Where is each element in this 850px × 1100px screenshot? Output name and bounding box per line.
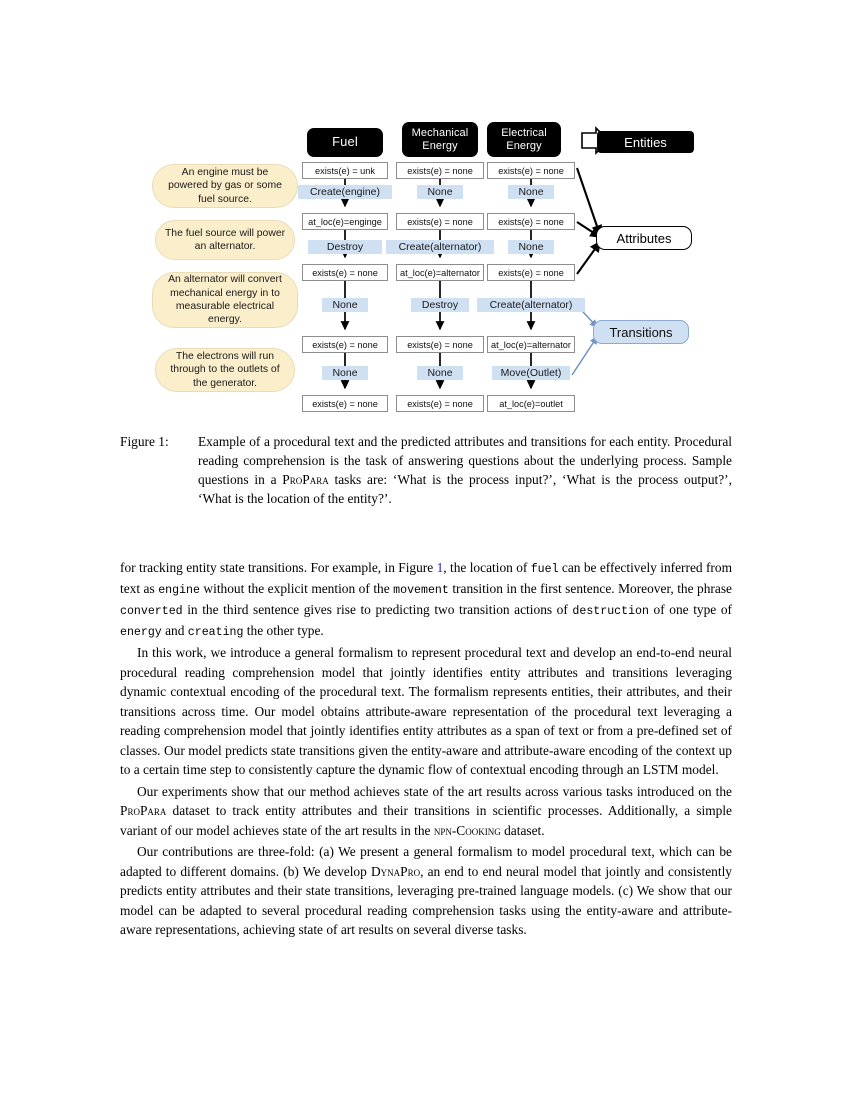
legend-transitions xyxy=(593,320,689,344)
state-text: exists(e) = none xyxy=(407,398,473,409)
state-box xyxy=(302,213,388,230)
sentence-text: An alternator will convert mechanical energy in to measurable electrical energy. xyxy=(168,274,282,326)
state-text: exists(e) = none xyxy=(498,165,564,176)
p1-seg4: without the explicit mention of the xyxy=(199,580,394,596)
state-box xyxy=(396,336,484,353)
state-text: exists(e) = none xyxy=(312,267,378,278)
state-box xyxy=(396,213,484,230)
state-box xyxy=(396,264,484,281)
transition-label xyxy=(417,366,463,380)
transition-label xyxy=(508,240,554,254)
entity-header-electrical-energy xyxy=(487,122,561,157)
state-box xyxy=(302,336,388,353)
figure-caption xyxy=(120,432,732,509)
p1-seg3: can be effectively inferred from text as xyxy=(120,560,732,596)
p3-seg3: dataset. xyxy=(500,822,545,838)
figure-reference-link[interactable]: 1 xyxy=(436,560,444,575)
paragraph-4 xyxy=(120,842,732,940)
transition-text: None xyxy=(332,299,358,311)
transition-text: Create(alternator) xyxy=(398,241,482,253)
transition-label xyxy=(322,298,368,312)
entity-label: Mechanical Energy xyxy=(411,127,469,152)
caption-body: Example of a procedural text and the predicted attributes and transitions for each entity. Procedural reading comprehension is the task of answering questions about the underlying process. Sample questions in a ProPara tasks are: ‘What is the process input?’, ‘What is the process output?’, ‘What is the location of the entity?’. xyxy=(198,434,732,507)
transition-text: None xyxy=(518,186,544,198)
figure-connectors xyxy=(0,0,850,420)
state-text: exists(e) = none xyxy=(312,339,378,350)
figure-1 xyxy=(0,0,850,420)
transition-label xyxy=(308,240,382,254)
body-text xyxy=(120,558,732,940)
legend-label: Entities xyxy=(624,134,667,150)
propara-mention: ProPara xyxy=(120,803,167,819)
transition-label xyxy=(492,366,570,380)
state-box xyxy=(396,162,484,179)
legend-label: Transitions xyxy=(609,324,673,340)
transition-label xyxy=(411,298,469,312)
entity-header-fuel xyxy=(307,128,383,157)
paragraph-2: In this work, we introduce a general formalism to represent procedural text and develop an end-to-end neural procedural reading comprehension model that jointly identifies entity attributes and transitions leveraging dynamic contextual encoding of the procedural text. The formalism represents entities, their attributes, and their transitions across time. Our model obtains attribute-aware representation of the procedural text leveraging a reading comprehension model that jointly identifies entity attributes as a span of text or from a pre-defined set of classes. Our model predicts state transitions given the entity-aware and attribute-aware encoding of the context up to a certain time step to consistently capture the dynamic flow of contextual encoding through an LSTM model. xyxy=(120,645,732,778)
paragraph-3 xyxy=(120,782,732,841)
sentence-bubble-3 xyxy=(152,272,298,328)
state-box xyxy=(487,395,575,412)
legend-entities xyxy=(597,131,694,153)
state-text: exists(e) = none xyxy=(407,339,473,350)
state-box xyxy=(302,162,388,179)
transition-text: Create(alternator) xyxy=(489,299,573,311)
transition-text: Destroy xyxy=(326,241,364,253)
p1-seg7: of one type of xyxy=(648,601,732,617)
state-text: at_loc(e)=alternator xyxy=(491,339,571,350)
p3-seg2: dataset to track entity attributes and their transitions in scientific processes. Additionally, a simple variant of our model achieves state of the art results in the xyxy=(120,803,732,838)
p3-seg1: Our experiments show that our method achieves state of the art results across various tasks introduced on the xyxy=(137,783,732,799)
p4-seg1: Our contributions are three-fold: (a) We present a general formalism to model procedural text, which can be adapted to different domains. (b) We develop xyxy=(120,844,732,879)
transition-text: None xyxy=(518,241,544,253)
transition-label xyxy=(508,185,554,199)
transition-text: None xyxy=(427,367,453,379)
state-box xyxy=(487,213,575,230)
transition-label xyxy=(477,298,585,312)
code-movement: movement xyxy=(393,583,449,597)
sentence-bubble-1 xyxy=(152,164,298,208)
sentence-text: The fuel source will power an alternator. xyxy=(164,227,286,252)
transition-label xyxy=(298,185,392,199)
code-converted: converted xyxy=(120,604,183,618)
transition-label xyxy=(386,240,494,254)
legend-attributes xyxy=(596,226,692,250)
state-box xyxy=(302,264,388,281)
p1-seg6: in the third sentence gives rise to predicting two transition actions of xyxy=(182,601,573,617)
transition-text: None xyxy=(427,186,453,198)
p1-seg5: transition in the first sentence. Moreover, the phrase xyxy=(448,580,732,596)
p1-seg8: and xyxy=(161,622,188,638)
transition-text: Move(Outlet) xyxy=(500,367,562,379)
p1-seg9: the other type. xyxy=(243,622,324,638)
sentence-bubble-4 xyxy=(155,348,295,392)
code-energy: energy xyxy=(120,625,162,639)
state-text: exists(e) = none xyxy=(407,216,473,227)
state-box xyxy=(396,395,484,412)
paragraph-1 xyxy=(120,558,732,641)
state-box xyxy=(487,162,575,179)
code-fuel: fuel xyxy=(530,563,559,576)
dynapro-mention: DynaPro xyxy=(370,863,421,879)
entity-header-mechanical-energy xyxy=(402,122,478,157)
transition-text: Create(engine) xyxy=(309,186,381,198)
state-text: exists(e) = none xyxy=(407,165,473,176)
transition-label xyxy=(322,366,368,380)
state-text: exists(e) = none xyxy=(498,216,564,227)
propara-mention: ProPara xyxy=(282,472,329,488)
p1-seg1: for tracking entity state transitions. For example, in Figure xyxy=(120,560,437,575)
p1-seg2: , the location of xyxy=(443,560,531,575)
p4-seg2: , an end to end neural model that jointly and consistently predicts entity attributes and their state transitions, leveraging pre-trained language models. (c) We show that our model can be adapted to several procedural reading comprehension tasks using the entity-aware and attribute-aware representations, achieving state of art results on several diverse tasks. xyxy=(120,863,732,938)
state-box xyxy=(487,264,575,281)
state-box xyxy=(487,336,575,353)
sentence-text: The electrons will run through to the outlets of the generator. xyxy=(170,351,280,389)
sentence-bubble-2 xyxy=(155,220,295,260)
transition-text: Destroy xyxy=(421,299,459,311)
state-text: exists(e) = unk xyxy=(315,165,375,176)
state-text: at_loc(e)=outlet xyxy=(499,398,563,409)
legend-label: Attributes xyxy=(616,230,672,246)
state-box xyxy=(302,395,388,412)
caption-label: Figure 1: xyxy=(120,434,169,449)
transition-label xyxy=(417,185,463,199)
state-text: exists(e) = none xyxy=(498,267,564,278)
sentence-text: An engine must be powered by gas or some fuel source. xyxy=(168,167,282,205)
code-engine: engine xyxy=(158,583,200,597)
code-destruction: destruction xyxy=(572,604,649,618)
state-text: at_loc(e)=enginge xyxy=(308,216,382,227)
npn-cooking-mention: npn-Cooking xyxy=(433,822,501,838)
state-text: exists(e) = none xyxy=(312,398,378,409)
state-text: at_loc(e)=alternator xyxy=(400,267,480,278)
entity-label: Fuel xyxy=(332,134,358,150)
transition-text: None xyxy=(332,367,358,379)
entity-label: Electrical Energy xyxy=(501,127,547,152)
code-creating: creating xyxy=(187,625,244,639)
